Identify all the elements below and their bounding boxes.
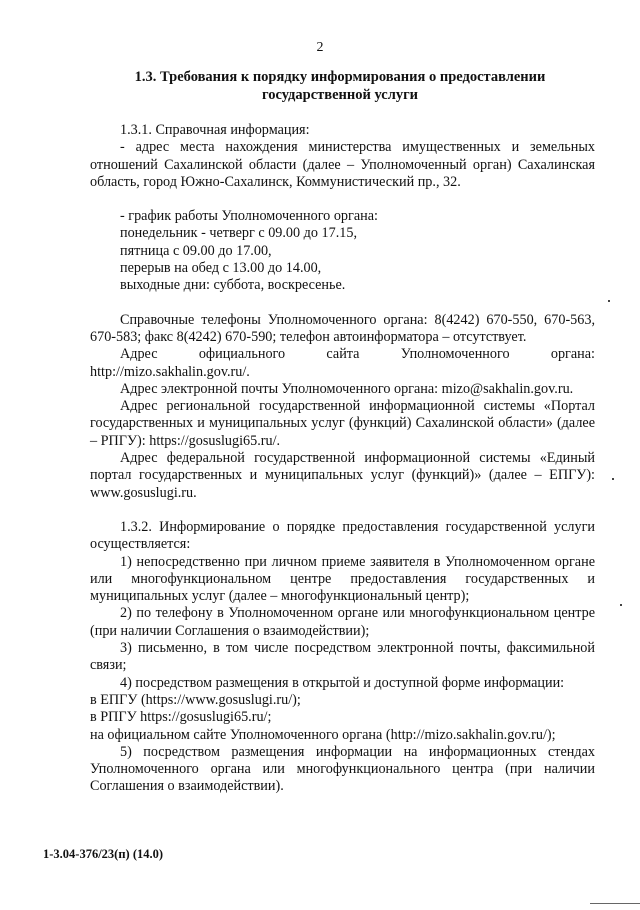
paragraph-phones: Справочные телефоны Уполномоченного органа: 8(4242) 670-550, 670-563, 670-583; факс 8(4242) 670-590; телефон автоинформатора – отсутствует. xyxy=(90,311,595,345)
paragraph-epgu: Адрес федеральной государственной информационной системы «Единый портал государственных и муниципальных услуг (функций)» (далее – ЕПГУ): www.gosuslugi.ru. xyxy=(90,450,595,501)
list-item-4-epgu: в ЕПГУ (https://www.gosuslugi.ru/); xyxy=(90,691,301,708)
list-item-2: 2) по телефону в Уполномоченном органе или многофункциональном центре (при наличии Соглашения о взаимодействии); xyxy=(90,605,595,639)
list-item-3: 3) письменно, в том числе посредством электронной почты, факсимильной связи; xyxy=(90,640,595,674)
paragraph-1-3-1: 1.3.1. Справочная информация: xyxy=(120,122,310,138)
list-item-4-rpgu: в РПГУ https://gosuslugi65.ru/; xyxy=(90,709,272,726)
paragraph-schedule-title: - график работы Уполномоченного органа: xyxy=(120,208,378,225)
list-item-4: 4) посредством размещения в открытой и доступной форме информации: xyxy=(120,674,565,691)
scan-edge-line xyxy=(590,903,640,904)
list-item-1: 1) непосредственно при личном приеме заявителя в Уполномоченном органе или многофункциональном центре предоставления государственных и муниципальных услуг (далее – многофункциональный центр); xyxy=(90,553,595,605)
paragraph-schedule-fri: пятница с 09.00 до 17.00, xyxy=(120,242,272,259)
scan-speck xyxy=(608,300,610,302)
scan-speck xyxy=(620,604,622,606)
paragraph-schedule-weekend: выходные дни: суббота, воскресенье. xyxy=(120,277,346,294)
list-item-4-site: на официальном сайте Уполномоченного органа (http://mizo.sakhalin.gov.ru/); xyxy=(90,726,556,743)
paragraph-address: - адрес места нахождения министерства имущественных и земельных отношений Сахалинской области (далее – Уполномоченный орган) Сахалинская область, город Южно-Сахалинск, Коммунистический пр., 32. xyxy=(90,139,595,190)
paragraph-website: Адрес официального сайта Уполномоченного органа: http://mizo.sakhalin.gov.ru/. xyxy=(90,346,595,380)
scan-speck xyxy=(612,478,614,480)
paragraph-email: Адрес электронной почты Уполномоченного органа: mizo@sakhalin.gov.ru. xyxy=(120,380,574,397)
paragraph-1-3-2: 1.3.2. Информирование о порядке предоставления государственной услуги осуществляется: xyxy=(90,518,595,553)
paragraph-rpgu: Адрес региональной государственной информационной системы «Портал государственных и муниципальных услуг (функций) Сахалинской области» (далее – РПГУ): https://gosuslugi65.ru/. xyxy=(90,398,595,449)
paragraph-schedule-lunch: перерыв на обед с 13.00 до 14.00, xyxy=(120,260,322,277)
page-number: 2 xyxy=(316,40,324,55)
list-item-5: 5) посредством размещения информации на информационных стендах Уполномоченного органа или многофункционального центра (при наличии Соглашения о взаимодействии). xyxy=(90,743,595,795)
document-code: 1-3.04-376/23(п) (14.0) xyxy=(43,847,164,861)
document-body xyxy=(90,122,595,796)
section-heading: 1.3. Требования к порядку информирования о предоставлении государственной услуги xyxy=(134,69,546,103)
paragraph-schedule-mon-thu: понедельник - четверг с 09.00 до 17.15, xyxy=(120,225,357,242)
